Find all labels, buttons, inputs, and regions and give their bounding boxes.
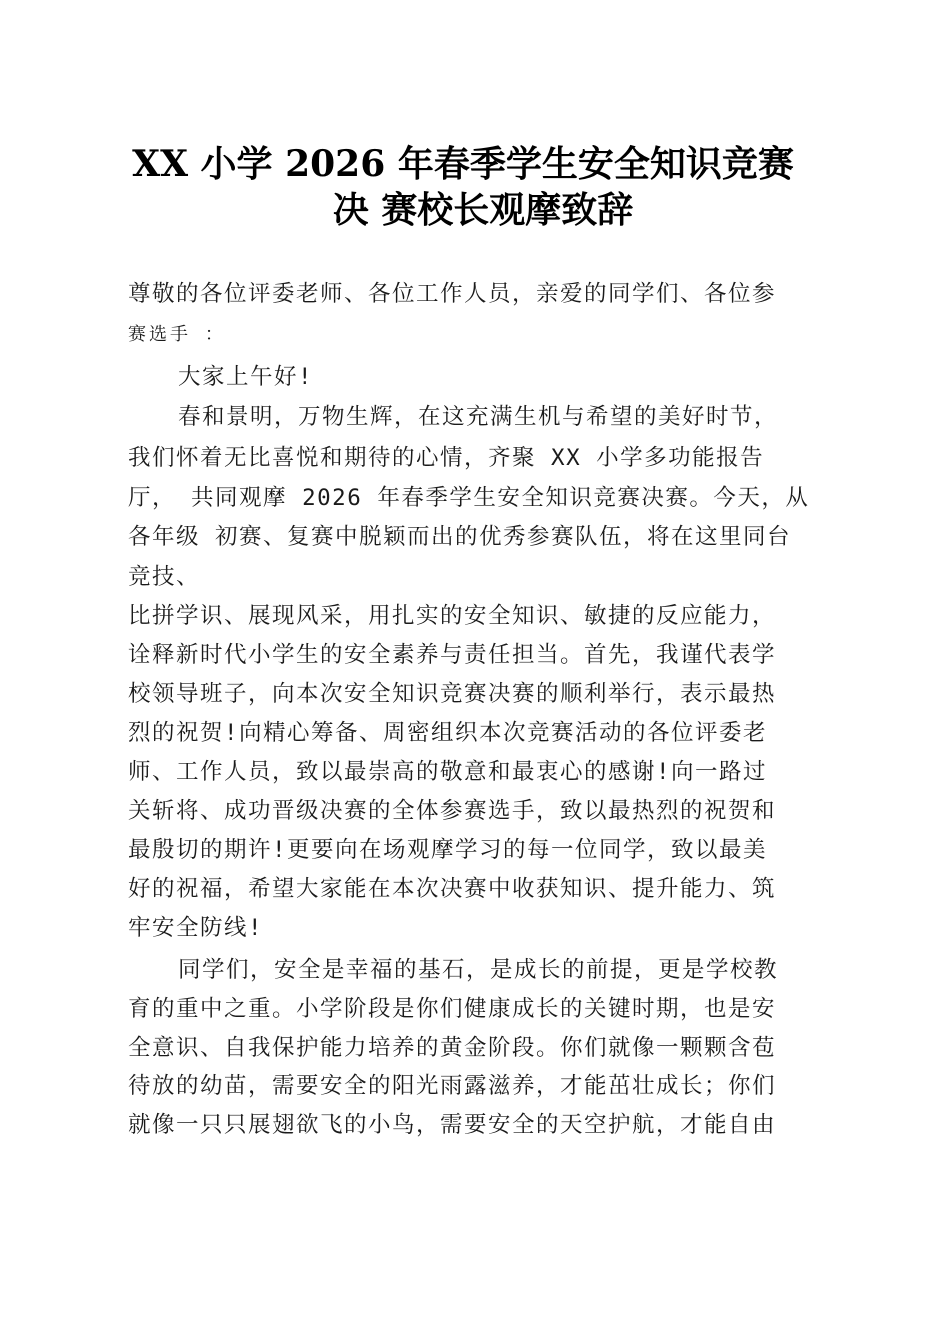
body-line: 各年级 初赛、复赛中脱颖而出的优秀参赛队伍，将在这里同台 bbox=[128, 524, 792, 550]
body-line: 赛选手 ： bbox=[128, 324, 226, 345]
body-line: 我们怀着无比喜悦和期待的心情，齐聚 XX 小学多功能报告 bbox=[128, 445, 765, 471]
document-title-line2: 决 赛校长观摩致辞 bbox=[332, 189, 634, 231]
body-line: 春和景明，万物生辉，在这充满生机与希望的美好时节， bbox=[178, 404, 779, 430]
body-line: 育的重中之重。小学阶段是你们健康成长的关键时期，也是安 bbox=[128, 996, 777, 1022]
body-line: 竞技、 bbox=[128, 564, 201, 590]
body-line: 师、工作人员，致以最崇高的敬意和最衷心的感谢!向一路过 bbox=[128, 759, 768, 785]
body-line: 全意识、自我保护能力培养的黄金阶段。你们就像一颗颗含苞 bbox=[128, 1035, 777, 1061]
body-line: 大家上午好! bbox=[178, 364, 314, 390]
body-line: 诠释新时代小学生的安全素养与责任担当。首先，我谨代表学 bbox=[128, 642, 777, 668]
document-title-line1: XX 小学 2026 年春季学生安全知识竞赛 bbox=[132, 143, 794, 185]
body-line: 比拼学识、展现风采，用扎实的安全知识、敏捷的反应能力， bbox=[128, 603, 777, 629]
body-line: 校领导班子，向本次安全知识竞赛决赛的顺利举行，表示最热 bbox=[128, 681, 777, 707]
body-line: 最殷切的期许!更要向在场观摩学习的每一位同学，致以最美 bbox=[128, 837, 768, 863]
body-line: 厅， 共同观摩 2026 年春季学生安全知识竞赛决赛。今天，从 bbox=[128, 485, 810, 511]
body-line: 待放的幼苗，需要安全的阳光雨露滋养，才能茁壮成长；你们 bbox=[128, 1073, 777, 1099]
body-line: 关斩将、成功晋级决赛的全体参赛选手，致以最热烈的祝贺和 bbox=[128, 798, 777, 824]
body-line: 就像一只只展翅欲飞的小鸟，需要安全的天空护航，才能自由 bbox=[128, 1112, 777, 1138]
body-line: 好的祝福，希望大家能在本次决赛中收获知识、提升能力、筑 bbox=[128, 876, 777, 902]
body-line: 牢安全防线! bbox=[128, 915, 264, 941]
body-line: 同学们，安全是幸福的基石，是成长的前提，更是学校教 bbox=[178, 957, 779, 983]
body-line: 尊敬的各位评委老师、各位工作人员，亲爱的同学们、各位参 bbox=[128, 281, 777, 307]
body-line: 烈的祝贺!向精心筹备、周密组织本次竞赛活动的各位评委老 bbox=[128, 720, 768, 746]
